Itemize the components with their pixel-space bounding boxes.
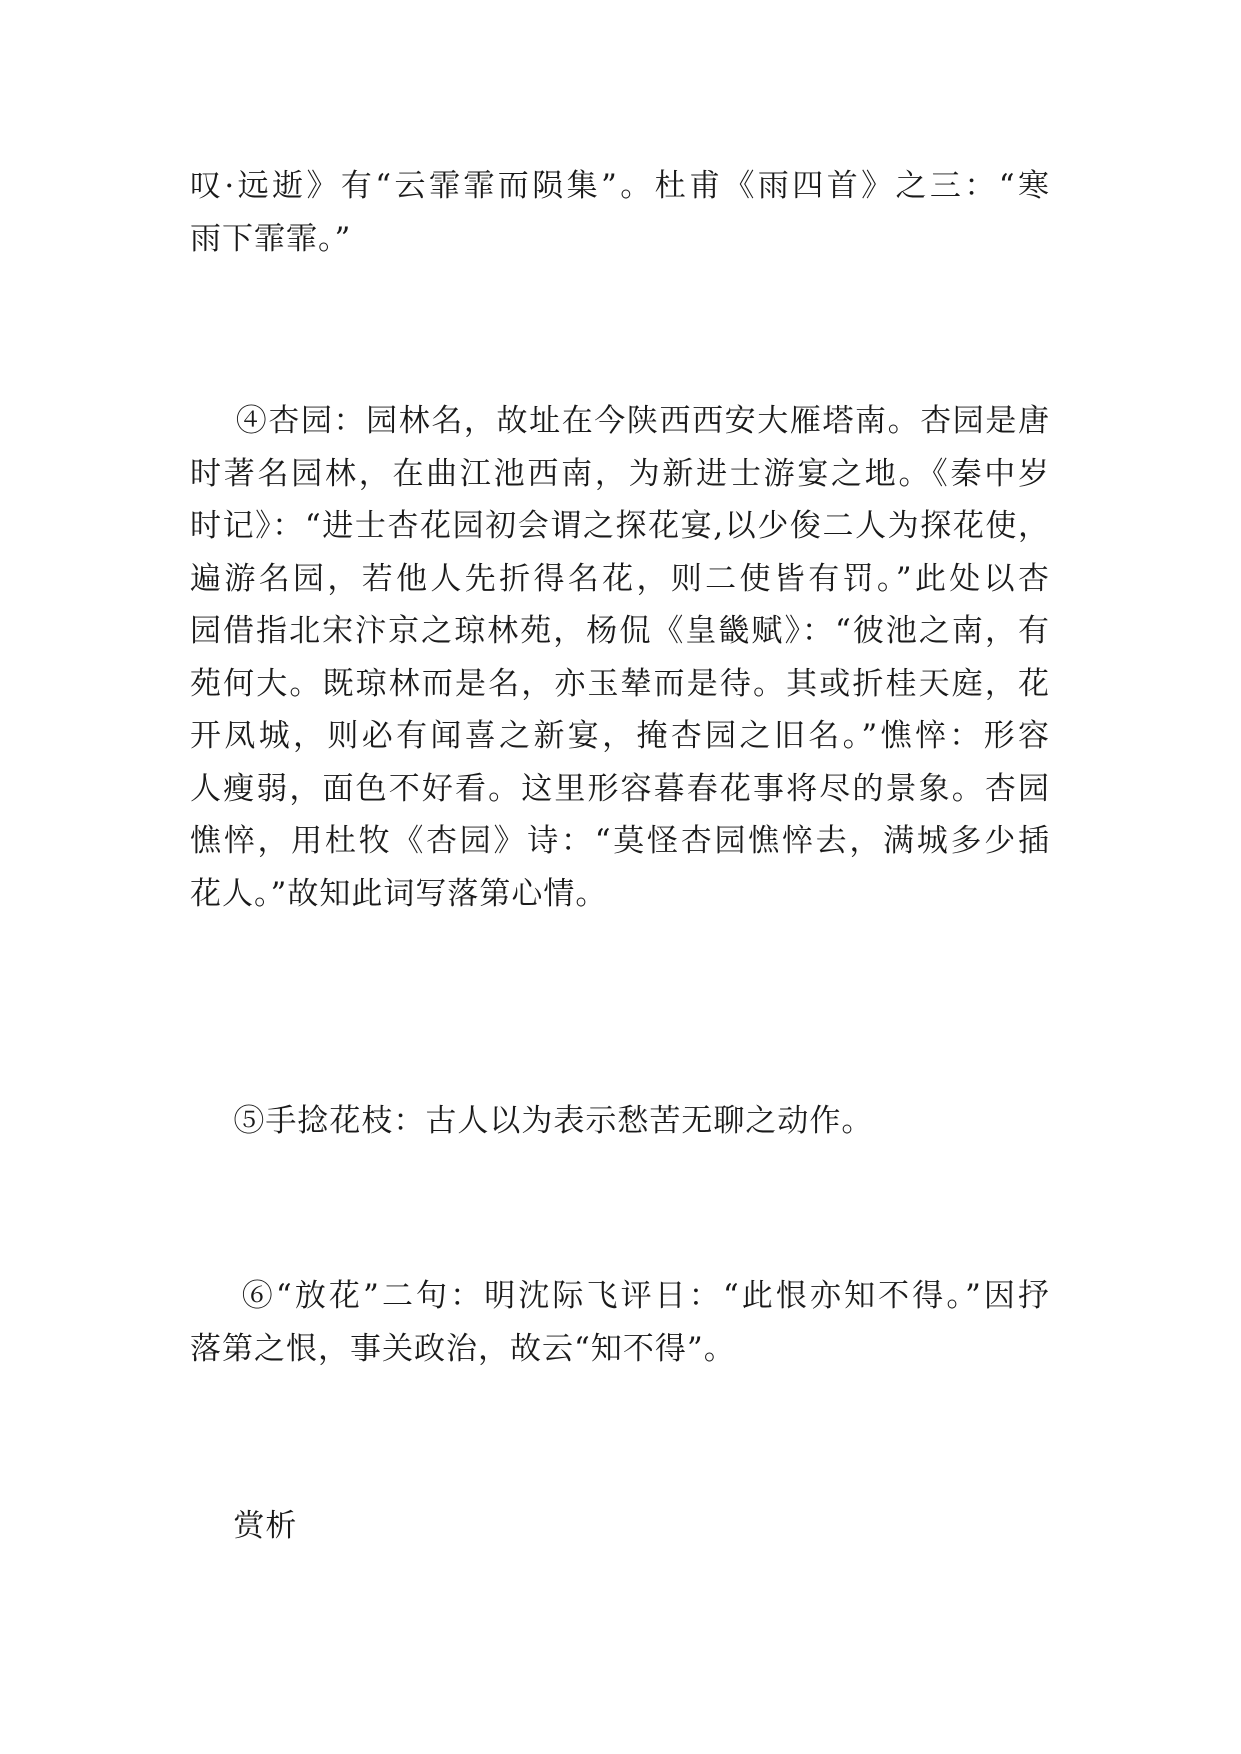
text-line: ⑥“放花”二句：明沈际飞评日：“此恨亦知不得。”因抒	[190, 1278, 1050, 1314]
text-line: 花人。”故知此词写落第心情。	[190, 875, 608, 912]
text-line: 落第之恨，事关政治，故云“知不得”。	[190, 1330, 736, 1367]
section-heading	[190, 1500, 1050, 1553]
text-line: 赏析	[190, 1508, 298, 1544]
note-6-paragraph	[190, 1270, 1050, 1375]
text-line: 时著名园林，在曲江池西南，为新进士游宴之地。《秦中岁	[190, 455, 1050, 492]
text-line: 叹·远逝》有“云霏霏而陨集”。杜甫《雨四首》之三：“寒	[190, 168, 1050, 204]
text-line: 雨下霏霏。”	[190, 220, 352, 257]
note-5-paragraph	[190, 1095, 1050, 1148]
text-line: 开凤城，则必有闻喜之新宴，掩杏园之旧名。”憔悴：形容	[190, 718, 1050, 754]
text-line: ④杏园：园林名，故址在今陕西西安大雁塔南。杏园是唐	[190, 403, 1050, 439]
text-line: ⑤手捻花枝：古人以为表示愁苦无聊之动作。	[190, 1103, 874, 1139]
text-line: 苑何大。既琼林而是名，亦玉辇而是待。其或折桂天庭，花	[190, 665, 1050, 702]
text-line: 遍游名园，若他人先折得名花，则二使皆有罚。”此处以杏	[190, 560, 1050, 597]
text-line: 园借指北宋汴京之琼林苑，杨侃《皇畿赋》：“彼池之南，有	[190, 613, 1050, 649]
note-continuation-paragraph	[190, 160, 1050, 265]
text-line: 人瘦弱，面色不好看。这里形容暮春花事将尽的景象。杏园	[190, 770, 1050, 807]
text-line: 时记》：“进士杏花园初会谓之探花宴,以少俊二人为探花使，	[190, 508, 1050, 544]
note-4-paragraph	[190, 395, 1050, 920]
text-line: 憔悴，用杜牧《杏园》诗：“莫怪杏园憔悴去，满城多少插	[190, 823, 1050, 859]
